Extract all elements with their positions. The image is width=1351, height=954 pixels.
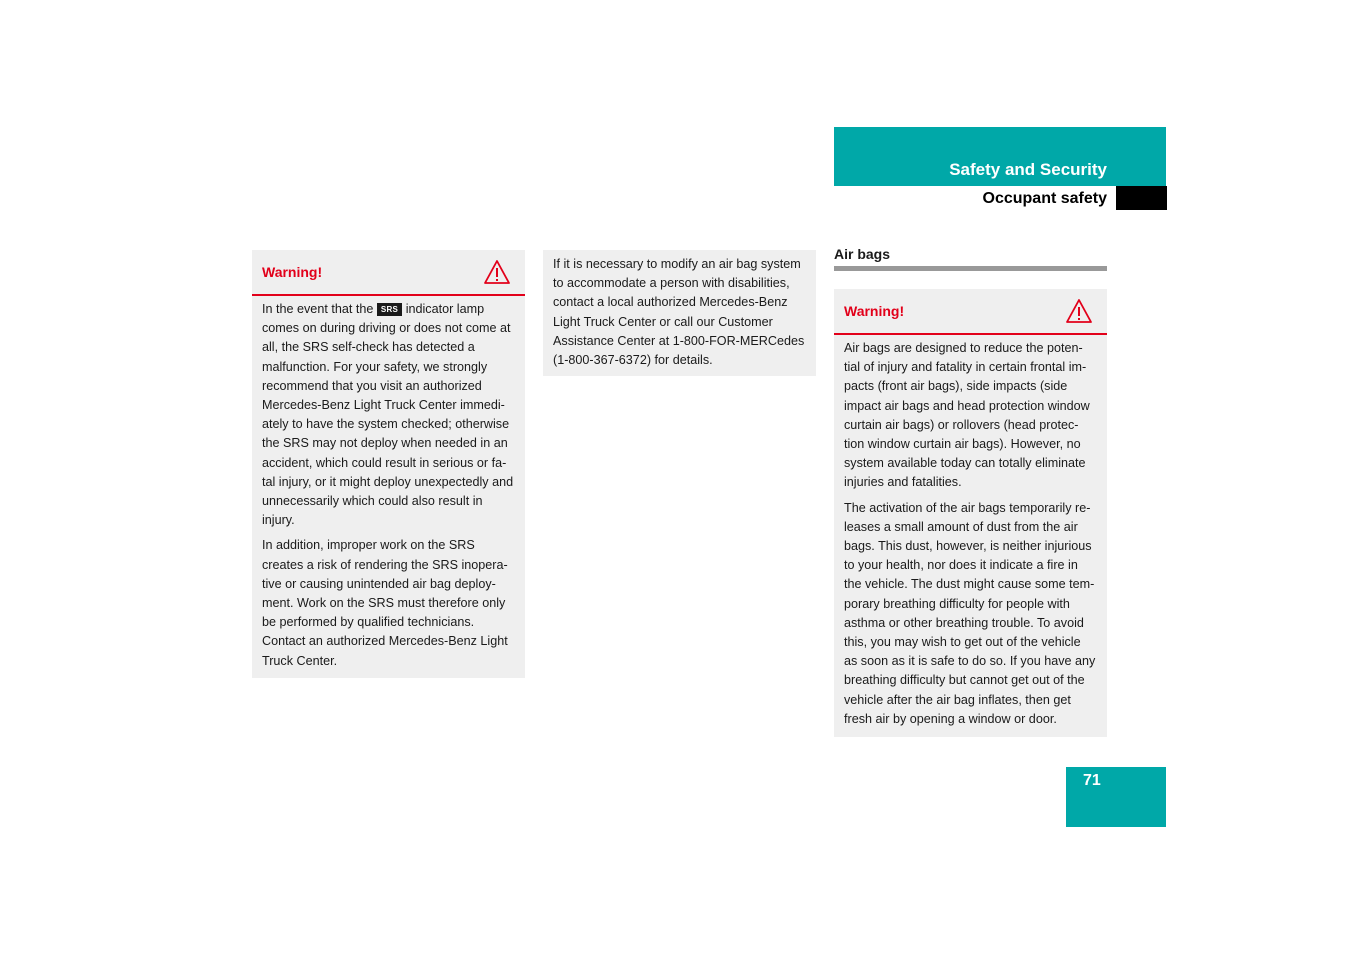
section-title: Safety and Security (949, 160, 1107, 179)
warning-header (834, 289, 1107, 335)
page-number-band (1066, 767, 1166, 827)
page-number: 71 (1083, 772, 1101, 789)
paragraph-text: indicator lamp comes on during driving or does not come at all, the SRS self-check has detected a malfunction. For your safety, we strongly recommend that you visit an authorized Mercedes-Benz Light Truck Center immedi-ately to have the system checked; otherwise the SRS may not deploy when needed in an accident, which could result in serious or fa-tal injury, or it might deploy unexpectedly and unnecessarily which could also result in injury. (262, 302, 514, 528)
warning-paragraph (262, 300, 515, 530)
warning-body (252, 296, 525, 679)
modification-note-box (543, 250, 816, 376)
note-text: If it is necessary to modify an air bag system to accommodate a person with disabilities, contact a local authorized Mercedes-Benz Light Truck Center or call our Customer Assistance Center at 1-800-FOR-MERCedes (1-800-367-6372) for details. (553, 257, 805, 368)
warning-paragraph: The activation of the air bags temporarily re-leases a small amount of dust from the air bags. This dust, however, is neither injurious to your health, nor does it indicate a fire in the vehicle. The dust might cause some tem-porary breathing difficulty for people with asthma or other breathing trouble. To avoid this, you may wish to get out of the vehicle as soon as it is safe to do so. If you have any breathing difficulty but cannot get out of the vehicle after the air bag inflates, then get fresh air by opening a window or door. (844, 500, 1096, 726)
srs-warning-box (252, 250, 525, 678)
warning-title: Warning! (844, 303, 905, 319)
header-band (834, 127, 1166, 186)
warning-paragraph: In addition, improper work on the SRS creates a risk of rendering the SRS inopera-tive or causing unintended air bag deploy-ment. Work on the SRS must therefore only be performed by qualified technicians. Contact an authorized Mercedes-Benz Light Truck Center. (262, 538, 508, 668)
airbags-heading: Air bags (834, 246, 1107, 271)
warning-title: Warning! (262, 264, 323, 280)
srs-indicator-icon: SRS (377, 303, 402, 316)
paragraph-text: In the event that the (262, 302, 374, 316)
airbags-warning-box (834, 289, 1107, 737)
subsection-title: Occupant safety (982, 190, 1107, 207)
warning-header (252, 250, 525, 296)
warning-body (834, 335, 1107, 737)
warning-triangle-icon (483, 259, 511, 285)
warning-triangle-icon (1065, 298, 1093, 324)
warning-paragraph: Air bags are designed to reduce the poten-tial of injury and fatality in certain frontal im-pacts (front air bags), side impacts (side impact air bags and head protection window curtain air bags) or rollovers (head protec-tion window curtain air bags). However, no system available today can totally eliminate injuries and fatalities. (844, 341, 1090, 490)
section-tab-marker (1116, 186, 1167, 210)
